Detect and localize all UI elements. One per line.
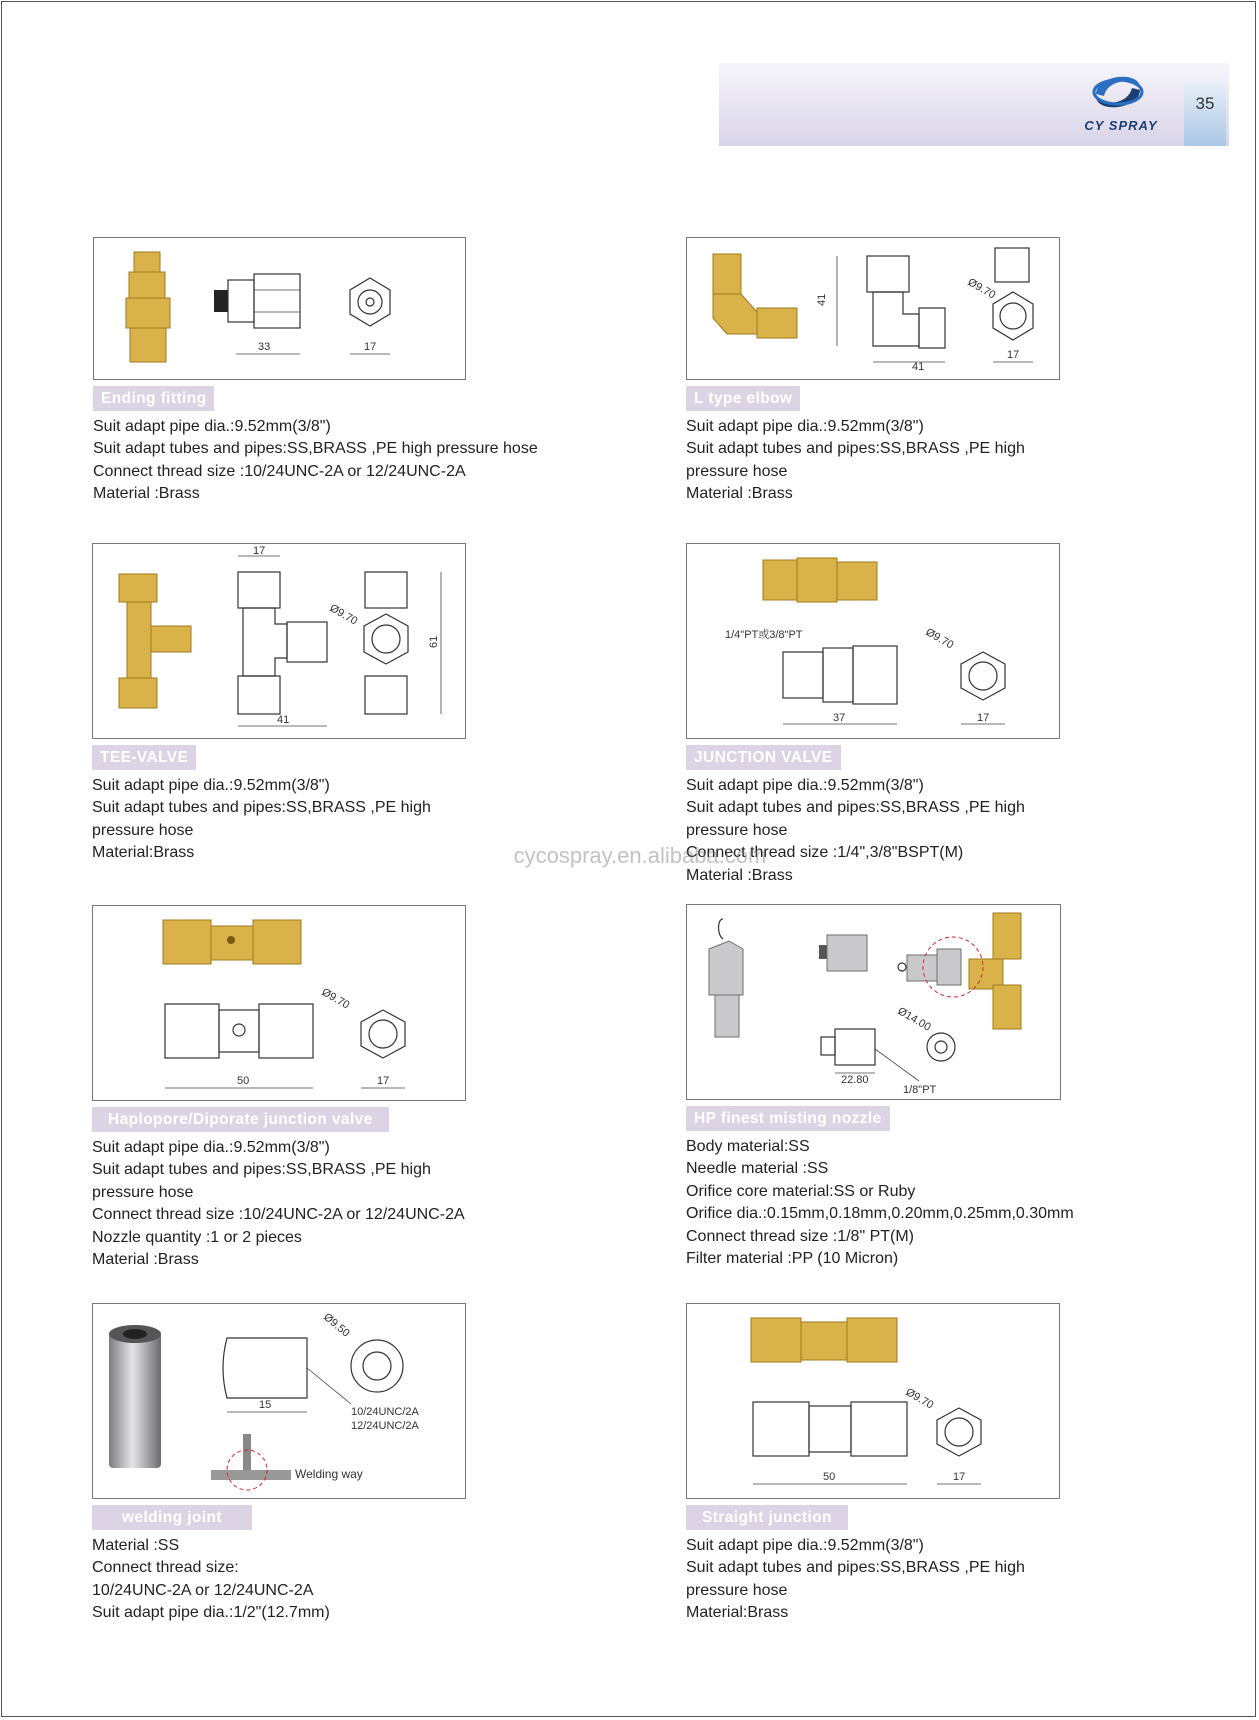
product-image (92, 905, 466, 1101)
spec-line: Filter material :PP (10 Micron) (686, 1250, 899, 1268)
welding-way-label: Welding way (295, 1467, 363, 1481)
dim-length: 50 (823, 1471, 836, 1483)
dim-width: 17 (377, 1075, 390, 1087)
product-specs (92, 1535, 652, 1625)
product-l-type-elbow (686, 237, 1246, 506)
spec-line: Material :Brass (92, 1251, 199, 1269)
product-title: HP finest misting nozzle (686, 1106, 890, 1131)
dim-height: 61 (428, 635, 440, 648)
product-welding-joint (92, 1303, 652, 1625)
l-type-elbow-drawing (687, 238, 1061, 381)
ending-fitting-drawing (94, 238, 467, 381)
spec-line: Suit adapt pipe dia.:1/2"(12.7mm) (92, 1604, 330, 1622)
spec-line: Suit adapt pipe dia.:9.52mm(3/8") (92, 777, 330, 794)
product-image (686, 237, 1060, 380)
tee-valve-drawing (93, 544, 467, 740)
spec-line: Orifice core material:SS or Ruby (686, 1182, 916, 1200)
spec-line: Material:Brass (686, 1604, 789, 1622)
product-title: welding joint (92, 1505, 252, 1530)
dim-thread-a: 10/24UNC/2A (351, 1406, 419, 1418)
spec-line: Suit adapt pipe dia.:9.52mm(3/8") (93, 418, 331, 435)
product-image (686, 1303, 1060, 1499)
dim-length: 41 (912, 361, 925, 373)
spec-line: Suit adapt tubes and pipes:SS,BRASS ,PE high pressure hose (93, 440, 538, 458)
dim-diameter: Ø9.70 (319, 986, 352, 1012)
header-band (719, 63, 1229, 146)
dim-diameter: Ø9.50 (321, 1311, 352, 1340)
dim-length: 37 (833, 712, 846, 724)
dim-length: 33 (258, 341, 271, 353)
product-title: Haplopore/Diporate junction valve (92, 1107, 389, 1132)
product-specs (686, 1535, 1246, 1625)
product-hp-misting-nozzle (686, 904, 1246, 1270)
spec-line: Suit adapt tubes and pipes:SS,BRASS ,PE high pressure hose (92, 1161, 431, 1201)
product-ending-fitting (93, 237, 653, 506)
page-number-box (1184, 82, 1226, 146)
dim-width: 17 (953, 1471, 966, 1483)
dim-thread: 1/8"PT (903, 1084, 937, 1096)
page-number: 35 (1195, 94, 1215, 113)
welding-joint-drawing (93, 1304, 467, 1500)
product-title: JUNCTION VALVE (686, 745, 841, 770)
spec-line: Suit adapt pipe dia.:9.52mm(3/8") (92, 1139, 330, 1156)
product-image (92, 543, 466, 739)
spec-line: Suit adapt tubes and pipes:SS,BRASS ,PE high pressure hose (686, 799, 1025, 839)
dim-length: 41 (277, 714, 290, 726)
dim-width: 17 (977, 712, 990, 724)
dim-diameter: Ø9.70 (965, 276, 998, 302)
spec-line: Suit adapt tubes and pipes:SS,BRASS ,PE high pressure hose (686, 1559, 1025, 1599)
brand-name: CY SPRAY (1084, 118, 1158, 133)
spec-line: Connect thread size: 10/24UNC-2A or 12/24UNC-2A (92, 1559, 314, 1599)
product-title: TEE-VALVE (92, 745, 196, 770)
watermark: cycospray.en.alibaba.com (513, 843, 767, 868)
spec-line: Nozzle quantity :1 or 2 pieces (92, 1228, 302, 1246)
product-specs (92, 775, 652, 865)
spec-line: Suit adapt tubes and pipes:SS,BRASS ,PE high pressure hose (92, 799, 431, 839)
spec-line: Suit adapt pipe dia.:9.52mm(3/8") (686, 418, 924, 435)
product-title: Ending fitting (93, 386, 214, 411)
dim-diameter: Ø9.70 (923, 626, 956, 652)
spec-line: Orifice dia.:0.15mm,0.18mm,0.20mm,0.25mm,0.30mm (686, 1205, 1074, 1223)
dim-thread: 1/4"PT或3/8"PT (725, 629, 803, 641)
spec-line: Connect thread size :10/24UNC-2A or 12/24UNC-2A (93, 462, 466, 480)
spec-line: Material :Brass (686, 485, 793, 503)
straight-junction-drawing (687, 1304, 1061, 1500)
product-straight-junction (686, 1303, 1246, 1625)
spec-line: Connect thread size :1/8" PT(M) (686, 1227, 914, 1245)
spec-line: Connect thread size :10/24UNC-2A or 12/24UNC-2A (92, 1206, 465, 1224)
product-specs (686, 416, 1246, 506)
product-tee-valve (92, 543, 652, 865)
product-image (686, 904, 1061, 1100)
dim-width: 17 (364, 341, 377, 353)
dim-height: 41 (816, 293, 828, 306)
dim-width: 17 (1007, 349, 1020, 361)
product-image (92, 1303, 466, 1499)
spec-line: Suit adapt tubes and pipes:SS,BRASS ,PE high pressure hose (686, 440, 1025, 480)
product-specs (686, 775, 1246, 887)
dim-diameter: Ø9.70 (903, 1386, 936, 1412)
dim-top: 17 (253, 545, 266, 557)
dim-thread-b: 12/24UNC/2A (351, 1420, 419, 1432)
dim-length: 15 (259, 1399, 272, 1411)
spec-line: Body material:SS (686, 1138, 810, 1155)
spec-line: Material:Brass (92, 844, 195, 862)
spec-line: Material :SS (92, 1537, 180, 1554)
cy-spray-logo-icon (1086, 66, 1150, 118)
product-title: L type elbow (686, 386, 800, 411)
product-haplopore-junction-valve (92, 905, 652, 1271)
junction-valve-drawing (687, 544, 1061, 740)
spec-line: Connect thread size :1/4",3/8"BSPT(M) (686, 844, 964, 862)
spec-line: Material :Brass (93, 485, 200, 503)
dim-diameter: Ø14.00 (895, 1005, 933, 1034)
product-image (686, 543, 1060, 739)
spec-line: Material :Brass (686, 866, 793, 884)
spec-line: Suit adapt pipe dia.:9.52mm(3/8") (686, 1537, 924, 1554)
product-junction-valve (686, 543, 1246, 887)
haplopore-valve-drawing (93, 906, 467, 1102)
product-image (93, 237, 466, 380)
product-specs (686, 1136, 1246, 1270)
product-specs (92, 1137, 652, 1271)
spec-line: Suit adapt pipe dia.:9.52mm(3/8") (686, 777, 924, 794)
spec-line: Needle material :SS (686, 1160, 829, 1178)
product-title: Straight junction (686, 1505, 848, 1530)
dim-length: 50 (237, 1075, 250, 1087)
dim-length: 22.80 (841, 1074, 869, 1086)
product-specs (93, 416, 653, 506)
dim-diameter: Ø9.70 (327, 602, 360, 628)
misting-nozzle-drawing (687, 905, 1062, 1101)
